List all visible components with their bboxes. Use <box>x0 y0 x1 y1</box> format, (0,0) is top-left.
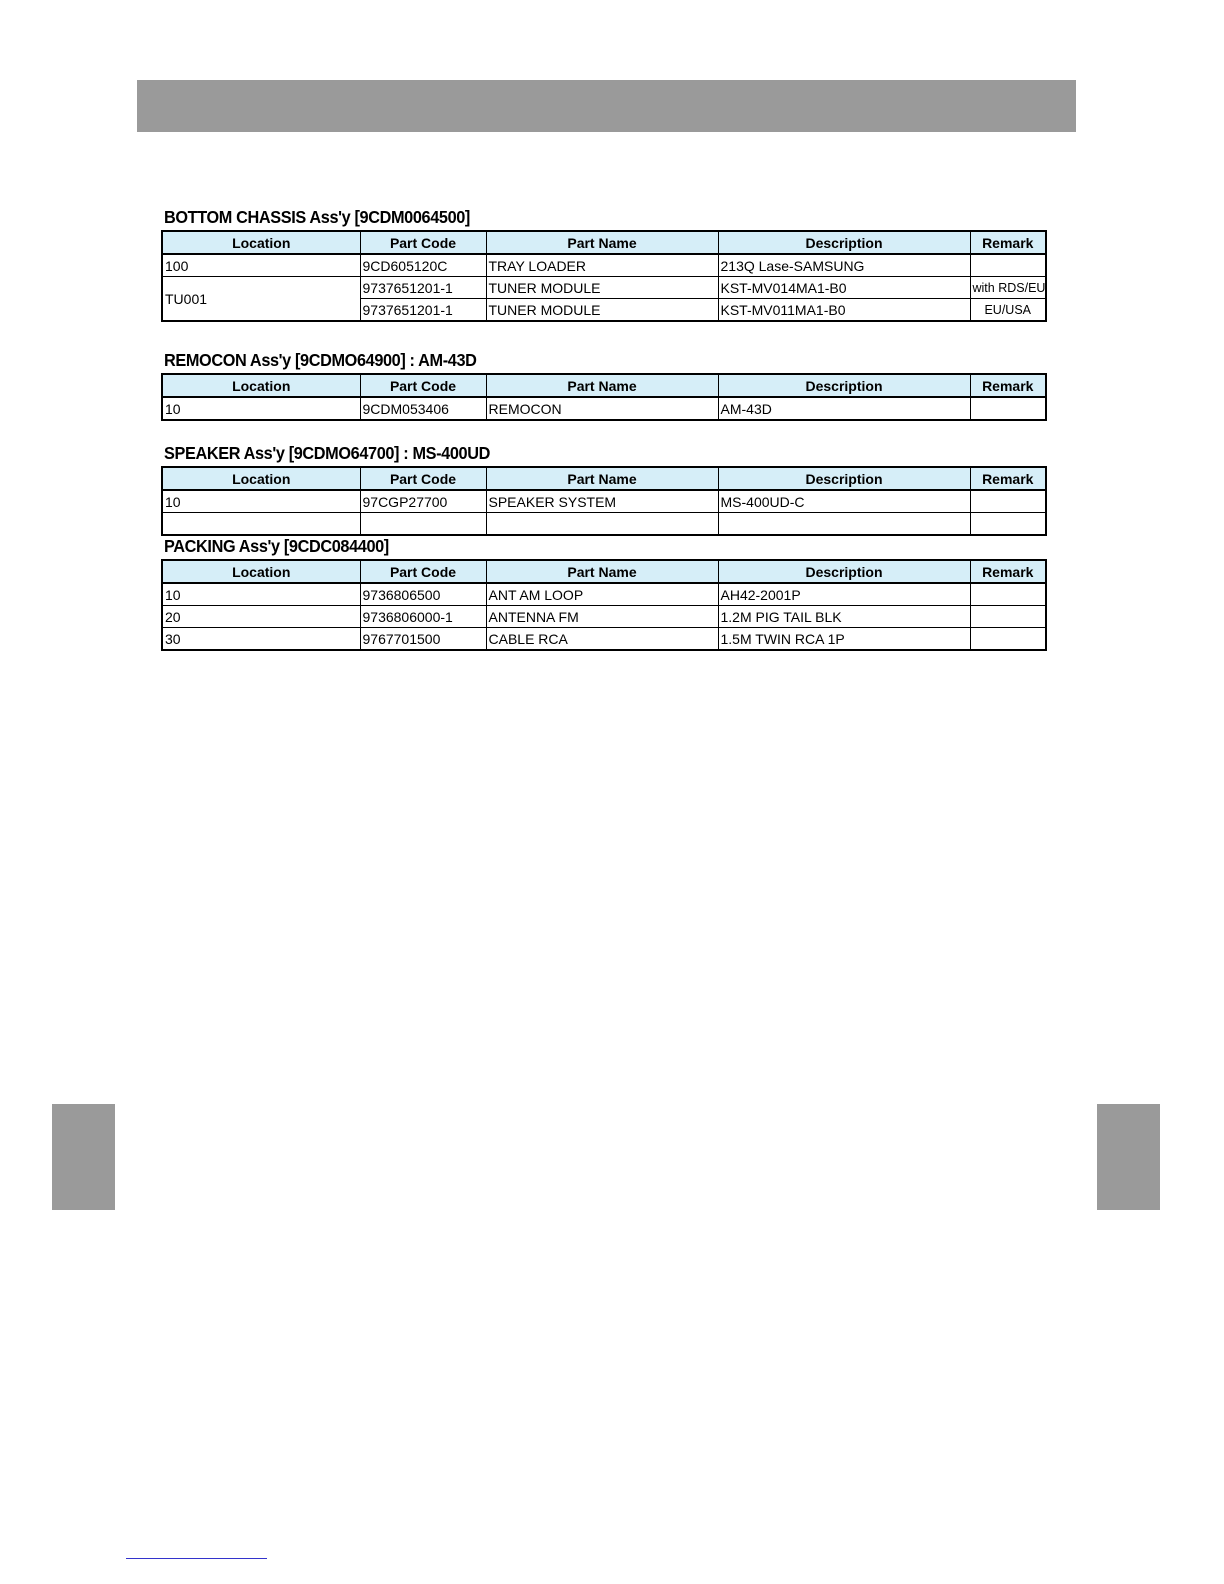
section-title: REMOCON Ass'y [9CDMO64900] : AM-43D <box>164 350 477 370</box>
description-cell: 213Q Lase-SAMSUNG <box>718 254 970 277</box>
part-name-cell: REMOCON <box>486 397 718 420</box>
location-cell <box>162 513 360 536</box>
part-name-cell <box>486 513 718 536</box>
remark-cell <box>970 606 1046 628</box>
part-code-cell: 97CGP27700 <box>360 490 486 513</box>
location-cell: 10 <box>162 583 360 606</box>
part-code-cell: 9737651201-1 <box>360 299 486 322</box>
remark-cell <box>970 628 1046 651</box>
remark-header: Remark <box>970 374 1046 397</box>
part-code-header: Part Code <box>360 467 486 490</box>
remark-header: Remark <box>970 231 1046 254</box>
left-page-tab <box>52 1104 115 1210</box>
remark-header: Remark <box>970 560 1046 583</box>
remark-cell <box>970 397 1046 420</box>
description-cell: AM-43D <box>718 397 970 420</box>
table-header-row <box>162 560 1046 583</box>
part-name-cell: ANT AM LOOP <box>486 583 718 606</box>
footer-rule <box>126 1558 267 1559</box>
section-title: BOTTOM CHASSIS Ass'y [9CDM0064500] <box>164 207 470 227</box>
location-cell: 10 <box>162 490 360 513</box>
description-cell <box>718 513 970 536</box>
table-header-row <box>162 231 1046 254</box>
part-code-header: Part Code <box>360 231 486 254</box>
table-row <box>162 628 1046 651</box>
right-page-tab <box>1097 1104 1160 1210</box>
top-banner <box>137 80 1076 132</box>
part-code-cell: 9736806000-1 <box>360 606 486 628</box>
location-cell: 20 <box>162 606 360 628</box>
table-row <box>162 513 1046 536</box>
table-row <box>162 583 1046 606</box>
description-cell: AH42-2001P <box>718 583 970 606</box>
description-cell: 1.2M PIG TAIL BLK <box>718 606 970 628</box>
packing-section <box>161 536 1045 651</box>
table-row <box>162 490 1046 513</box>
table-row <box>162 397 1046 420</box>
part-name-cell: TUNER MODULE <box>486 299 718 322</box>
bottom-chassis-table <box>161 230 1047 322</box>
table-row <box>162 277 1046 299</box>
location-header: Location <box>162 231 360 254</box>
remark-cell <box>970 254 1046 277</box>
description-cell: 1.5M TWIN RCA 1P <box>718 628 970 651</box>
part-code-cell: 9736806500 <box>360 583 486 606</box>
section-title: SPEAKER Ass'y [9CDMO64700] : MS-400UD <box>164 443 490 463</box>
section-title: PACKING Ass'y [9CDC084400] <box>164 536 389 556</box>
location-cell: 30 <box>162 628 360 651</box>
part-name-header: Part Name <box>486 560 718 583</box>
description-cell: KST-MV014MA1-B0 <box>718 277 970 299</box>
part-name-cell: SPEAKER SYSTEM <box>486 490 718 513</box>
part-name-cell: TUNER MODULE <box>486 277 718 299</box>
remocon-section <box>161 350 1045 421</box>
part-name-cell: ANTENNA FM <box>486 606 718 628</box>
part-code-cell: 9CDM053406 <box>360 397 486 420</box>
description-header: Description <box>718 560 970 583</box>
remark-cell <box>970 490 1046 513</box>
bottom-chassis-section <box>161 207 1045 322</box>
part-code-cell: 9737651201-1 <box>360 277 486 299</box>
remark-header: Remark <box>970 467 1046 490</box>
part-code-cell: 9767701500 <box>360 628 486 651</box>
remark-cell: EU/USA <box>970 299 1046 322</box>
remocon-table <box>161 373 1047 421</box>
remark-cell: with RDS/EU <box>970 277 1046 299</box>
speaker-section <box>161 443 1045 536</box>
part-name-header: Part Name <box>486 467 718 490</box>
location-cell: 100 <box>162 254 360 277</box>
remark-cell <box>970 513 1046 536</box>
location-header: Location <box>162 467 360 490</box>
table-header-row <box>162 374 1046 397</box>
part-name-header: Part Name <box>486 374 718 397</box>
speaker-table <box>161 466 1047 536</box>
location-cell: 10 <box>162 397 360 420</box>
part-name-header: Part Name <box>486 231 718 254</box>
part-code-cell <box>360 513 486 536</box>
description-header: Description <box>718 374 970 397</box>
description-cell: KST-MV011MA1-B0 <box>718 299 970 322</box>
packing-table <box>161 559 1047 651</box>
table-row <box>162 606 1046 628</box>
location-cell: TU001 <box>162 277 360 322</box>
part-name-cell: TRAY LOADER <box>486 254 718 277</box>
description-header: Description <box>718 231 970 254</box>
part-code-header: Part Code <box>360 374 486 397</box>
table-header-row <box>162 467 1046 490</box>
description-header: Description <box>718 467 970 490</box>
part-code-cell: 9CD605120C <box>360 254 486 277</box>
table-row <box>162 254 1046 277</box>
part-code-header: Part Code <box>360 560 486 583</box>
location-header: Location <box>162 560 360 583</box>
description-cell: MS-400UD-C <box>718 490 970 513</box>
location-header: Location <box>162 374 360 397</box>
part-name-cell: CABLE RCA <box>486 628 718 651</box>
remark-cell <box>970 583 1046 606</box>
